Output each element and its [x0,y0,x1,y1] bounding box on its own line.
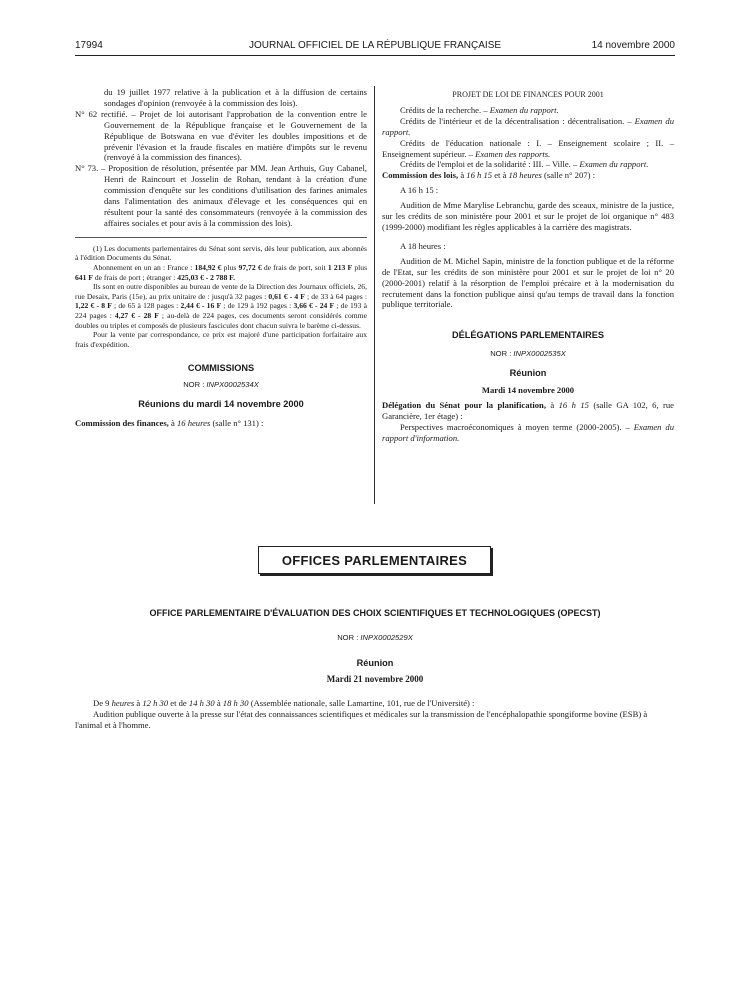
item-number: N° 62 [75,108,98,119]
delegation-planification: Délégation du Sénat pour la planification, à 16 h 15 (salle GA 102, 6, rue Garancière, 1er étage) : [382,399,674,421]
commission-lois: Commission des lois, à 16 h 15 et à 18 heures (salle n° 207) : [382,170,595,181]
commissions-heading: COMMISSIONS [187,363,255,374]
delegations-heading: DÉLÉGATIONS PARLEMENTAIRES [451,330,605,341]
commission-finances: Commission des finances, à 16 heures (salle n° 131) : [75,418,264,429]
reunion-date: Mardi 14 novembre 2000 [481,385,575,396]
header-rule [75,55,675,56]
item-number: N° 73. [75,163,99,174]
perspectives: Perspectives macroéconomiques à moyen terme (2000-2005). – Examen du rapport d'information. [382,421,675,443]
offices-box-title: OFFICES PARLEMENTAIRES [258,546,491,574]
footnote-1: (1) Les documents parlementaires du Sénat sont servis, dès leur publication, aux abonnés à l'édition Documents du Sénat. [75,243,367,263]
nor-delegations: NOR : INPX0002535X [490,349,566,359]
schedule-line: De 9 heures à 12 h 30 et de 14 h 30 à 18 h 30 (Assemblée nationale, salle Lamartine, 101, rue de l'Université) : [93,698,475,708]
opecst-reunion: Réunion [356,658,394,668]
left-column [75,87,367,429]
reunion-heading: Réunion [509,368,547,379]
footnote-rule [75,237,367,238]
journal-title: JOURNAL OFFICIEL DE LA RÉPUBLIQUE FRANÇAISE [248,40,502,51]
opecst-date: Mardi 21 novembre 2000 [326,674,424,684]
credits-recherche: Crédits de la recherche. – Examen du rapport. [400,104,559,115]
opecst-heading: OFFICE PARLEMENTAIRE D'ÉVALUATION DES CHOIX SCIENTIFIQUES ET TECHNOLOGIQUES (OPECST) [149,608,601,618]
time-1615: A 16 h 15 : [400,185,439,196]
time-18h: A 18 heures : [400,240,446,251]
page-number: 17994 [75,40,103,51]
paragraph-n73 [75,163,367,228]
credits-education: Crédits de l'éducation nationale : I. – Enseignement scolaire ; II. – Enseignement supérieur. – Examen des rapports. [382,137,674,159]
audition-sapin: Audition de M. Michel Sapin, ministre de la fonction publique et de la réforme de l'Etat, sur les crédits de son ministère pour 2001 et sur le projet de loi n° 20 (2000-2001) relatif à la résorption de l'emploi précaire et à la modernisation du recrutement dans la fonction publique ainsi qu'au temps de travail dans la fonction publique territoriale. [382,255,674,310]
right-column [382,90,674,444]
paragraph-n62 [75,109,367,164]
nor-commissions: NOR : INPX0002534X [183,380,259,390]
plf-heading: PROJET DE LOI DE FINANCES POUR 2001 [452,90,604,99]
footnote-correspondance: Pour la vente par correspondance, ce prix est majoré d'une participation forfaitaire aux frais d'expédition. [75,330,367,349]
footnote-abonnement: Abonnement en un an : France : 184,92 € plus 97,72 € de frais de port, soit 1 213 F plus 641 F de frais de port ; étranger : 425,03 € - 2 788 F. [75,262,368,282]
credits-interieur: Crédits de l'intérieur et de la décentralisation : décentralisation. – Examen du rapport. [382,115,674,137]
reunions-heading: Réunions du mardi 14 novembre 2000 [138,399,304,410]
audition-lebranchu: Audition de Mme Marylise Lebranchu, garde des sceaux, ministre de la justice, sur les crédits de son ministère pour 2001 et sur le projet de loi organique n° 483 (1999-2000) modifiant les règles applicables à la carrière des magistrats. [382,200,674,232]
footnotes [75,244,367,350]
footnote-prix: Ils sont en outre disponibles au bureau de vente de la Direction des Journaux officiels, 26, rue Desaix, Paris (15e), au prix unitaire de : jusqu'à 32 pages : 0,61 € - 4 F ; de 33 à 64 pages : 1,22 € - 8 F ; de 65 à 128 pages : 2,44 € - 16 F ; de 129 à 192 pages : 3,66 € - 24 F ; de 193 à 224 pages : 4,27 € - 28 F ; au-delà de 224 pages, ces documents seront considérés comme doubles ou triples et composés de plusieurs fascicules dont chacun suivra le barème ci-dessus. [75,282,367,330]
credits-emploi: Crédits de l'emploi et de la solidarité : III. – Ville. – Examen du rapport. [400,159,649,170]
issue-date: 14 novembre 2000 [591,40,675,51]
running-header [75,40,675,54]
opecst-schedule [75,698,675,731]
column-separator [374,86,375,504]
nor-opecst: NOR : INPX0002529X [337,633,413,642]
audition-esb: Audition publique ouverte à la presse sur l'état des connaissances scientifiques et médicales sur la transmission de l'encéphalopathie spongiforme bovine (ESB) à l'animal et à l'homme. [75,709,648,730]
item-text: rectifié. – Projet de loi autorisant l'approbation de la convention entre le Gouvernement de la République française et le Gouvernement de la République de Botswana en vue d'éviter les doubles impositions et de prévenir l'évasion et la fraude fiscales en matière d'impôts sur le revenu (renvoyé à la commission des finances). [101,108,367,163]
item-text: – Proposition de résolution, présentée par MM. Jean Arthuis, Guy Cabanel, Henri de Raincourt et Josselin de Rohan, tendant à la création d'une commission d'enquête sur les conditions d'utilisation des farines animales dans l'alimentation des animaux d'élevage et les conséquences qui en résultent pour la santé des consommateurs (renvoyée à la commission des affaires sociales et pour avis à la commission des lois). [101,163,367,228]
paragraph-loi-1977: du 19 juillet 1977 relative à la publication et à la diffusion de certains sondages d'opinion (renvoyée à la commission des lois). [104,87,367,108]
